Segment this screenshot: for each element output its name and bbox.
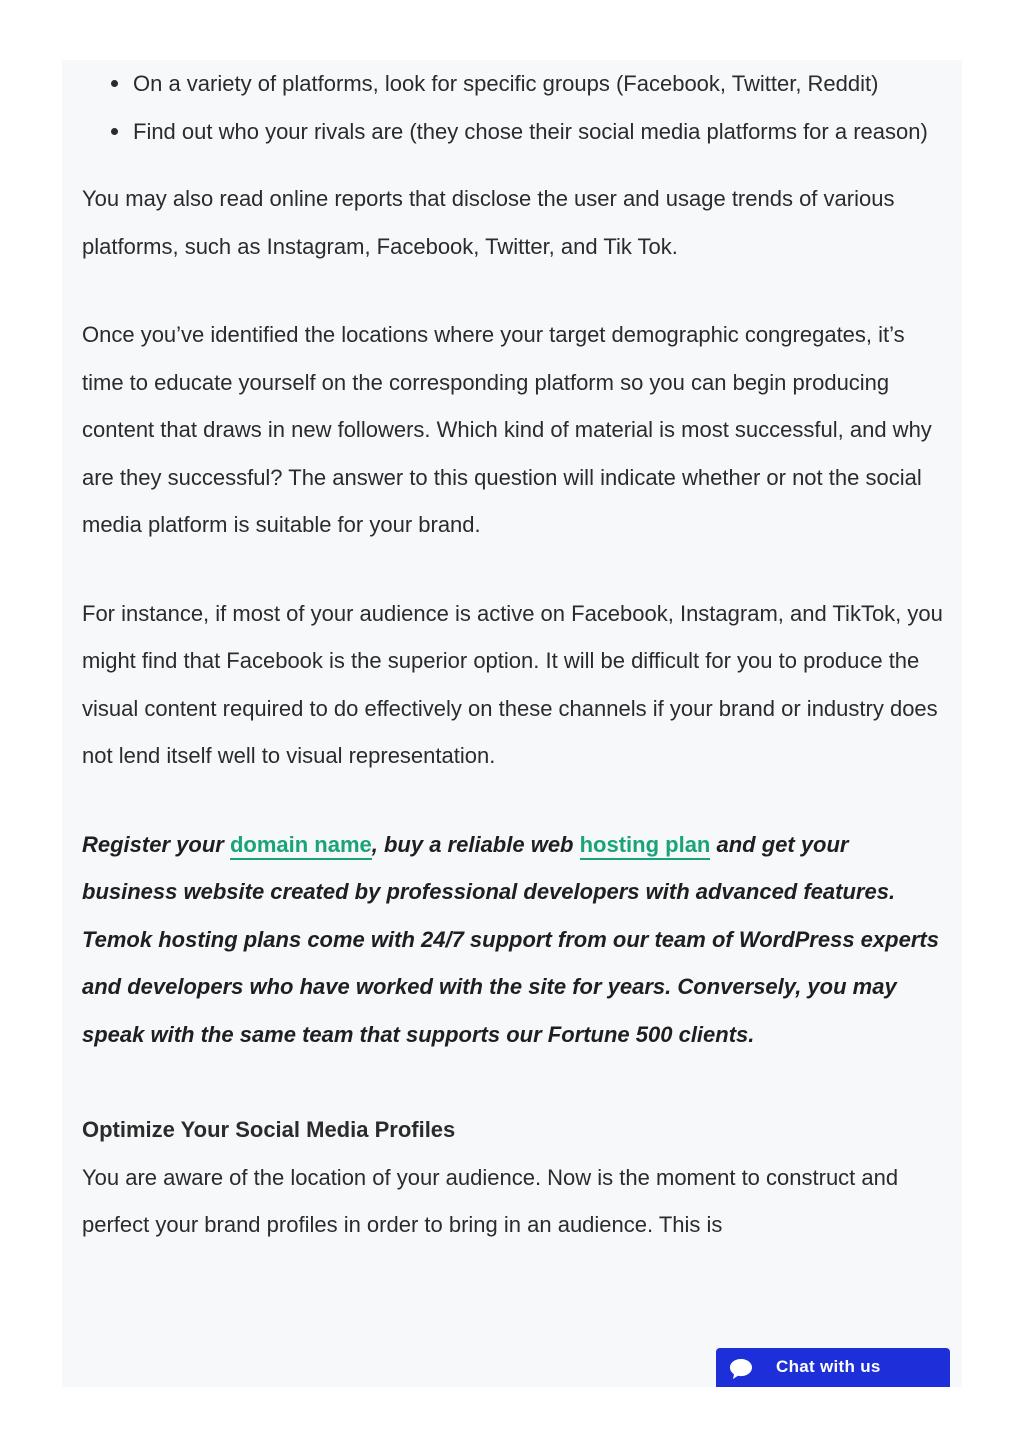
list-item: Find out who your rivals are (they chose their social media platforms for a reason)	[133, 108, 944, 156]
article-content	[82, 60, 944, 1249]
chat-bubble-icon	[729, 1358, 753, 1380]
chat-widget-button[interactable]	[716, 1348, 950, 1387]
promo-paragraph	[82, 821, 944, 1059]
hosting-plan-link[interactable]: hosting plan	[580, 832, 711, 860]
section-heading: Optimize Your Social Media Profiles	[82, 1117, 456, 1142]
paragraph: You are aware of the location of your audience. Now is the moment to construct and perfect your brand profiles in order to bring in an audience. This is	[82, 1164, 899, 1237]
promo-text: Register your	[82, 831, 230, 857]
promo-text: and get your business website created by professional developers with advanced features. Temok hosting plans come with 24/7 support from our team of WordPress experts and developers who have worked with the site for years. Conversely, you may speak with the same team that supports our Fortune 500 clients.	[82, 831, 939, 1047]
promo-text: , buy a reliable web	[371, 831, 580, 857]
paragraph: You may also read online reports that disclose the user and usage trends of various platforms, such as Instagram, Facebook, Twitter, and Tik Tok.	[82, 186, 895, 259]
paragraph: For instance, if most of your audience is active on Facebook, Instagram, and TikTok, you might find that Facebook is the superior option. It will be difficult for you to produce the visual content required to do effectively on these channels if your brand or industry does not lend itself well to visual representation.	[82, 600, 943, 768]
chat-label: Chat with us	[776, 1357, 881, 1376]
bullet-list	[82, 60, 944, 155]
list-item: On a variety of platforms, look for specific groups (Facebook, Twitter, Reddit)	[133, 60, 944, 108]
article-body	[62, 60, 962, 1387]
domain-name-link[interactable]: domain name	[230, 832, 372, 860]
paragraph: Once you’ve identified the locations where your target demographic congregates, it’s time to educate yourself on the corresponding platform so you can begin producing content that draws in new followers. Which kind of material is most successful, and why are they successful? The answer to this question will indicate whether or not the social media platform is suitable for your brand.	[82, 322, 932, 537]
